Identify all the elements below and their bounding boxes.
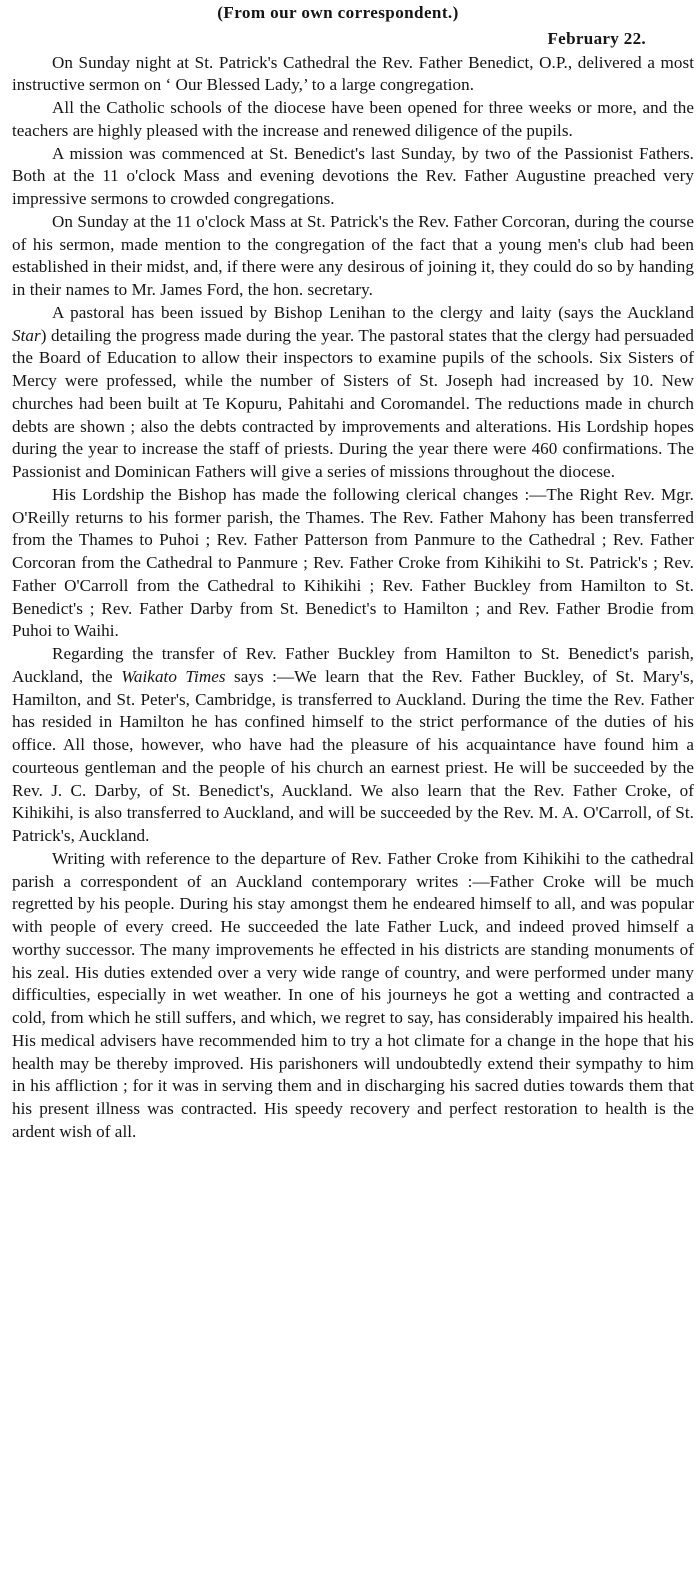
paragraph-mission: A mission was commenced at St. Benedict's last Sunday, by two of the Passionist Fathers. Both at the 11 o'clock Mass and evening devotions the Rev. Father Augustine preached very impressive sermons to crowded congregations. bbox=[12, 143, 694, 208]
paragraph-buckley-transfer bbox=[12, 643, 694, 848]
paragraph-buckley-text-after: says :—We learn that the Rev. Father Buckley, of St. Mary's, Hamilton, and St. Peter's, Cambridge, is transferred to Auckland. During the time the Rev. Father has resided in Hamilton he has confined himself to the strict performance of the duties of his office. All those, however, who have had the pleasure of his acquaintance have found him a courteous gentleman and the people of his church an earnest priest. He will be succeeded by the Rev. J. C. Darby, of St. Benedict's, Auckland. We also learn that the Rev. Father Croke, of Kihikihi, is also transferred to Auckland, and will be succeeded by the Rev. M. A. O'Carroll, of St. Patrick's, Auckland. bbox=[12, 666, 695, 845]
paragraph-pastoral-text-after: ) detailing the progress made during the year. The pastoral states that the clergy had persuaded the Board of Education to allow their inspectors to examine pupils of the schools. Six Sisters of Mercy were professed, while the number of Sisters of St. Joseph had increased by 10. New churches had been built at Te Kopuru, Pahitahi and Coromandel. The reductions made in church debts are shown ; also the debts contracted by improvements and alterations. His Lordship hopes during the year to increase the staff of priests. During the year there were 460 confirmations. The Passionist and Dominican Fathers will give a series of missions throughout the diocese. bbox=[12, 325, 694, 481]
paragraph-clerical-changes: His Lordship the Bishop has made the following clerical changes :—The Right Rev. Mgr. O'Reilly returns to his former parish, the Thames. The Rev. Father Mahony has been transferred from the Thames to Puhoi ; Rev. Father Patterson from Panmure to the Cathedral ; Rev. Father Corcoran from the Cathedral to Panmure ; Rev. Father Croke from Kihikihi to St. Patrick's ; Rev. Father O'Carroll from the Cathedral to Kihikihi ; Rev. Father Buckley from Hamilton to St. Benedict's ; Rev. Father Darby from St. Benedict's to Hamilton ; and Rev. Father Brodie from Puhoi to Waihi. bbox=[12, 484, 694, 641]
paragraph-pastoral bbox=[12, 302, 694, 484]
correspondent-header: (From our own correspondent.) bbox=[217, 3, 459, 22]
newspaper-name-star: Star bbox=[12, 325, 41, 345]
paragraph-buckley-text-before: Regarding the transfer of Rev. Father Buckley from Hamilton to St. Benedict's parish, Auckland, the bbox=[12, 644, 694, 686]
paragraph-sermon: On Sunday night at St. Patrick's Cathedral the Rev. Father Benedict, O.P., delivered a most instructive sermon on ‘ Our Blessed Lady,’ to a large congregation. bbox=[12, 52, 694, 95]
paragraph-young-mens-club: On Sunday at the 11 o'clock Mass at St. Patrick's the Rev. Father Corcoran, during the course of his sermon, made mention to the congregation of the fact that a young men's club had been established in their midst, and, if there were any desirous of joining it, they could do so by handing in their names to Mr. James Ford, the hon. secretary. bbox=[12, 211, 694, 299]
paragraph-schools: All the Catholic schools of the diocese have been opened for three weeks or more, and the teachers are highly pleased with the increase and renewed diligence of the pupils. bbox=[12, 98, 694, 140]
dateline: February 22. bbox=[547, 28, 646, 48]
newspaper-name-waikato-times: Waikato Times bbox=[121, 666, 226, 686]
paragraph-croke-departure: Writing with reference to the departure of Rev. Father Croke from Kihikihi to the cathedral parish a correspondent of an Auckland contemporary writes :—Father Croke will be much regretted by his people. During his stay amongst them he endeared himself to all, and was popular with people of every creed. He succeeded the late Father Luck, and indeed proved himself a worthy successor. The many improvements he effected in his districts are standing monuments of his zeal. His duties extended over a very wide range of country, and were performed under many difficulties, especially in wet weather. In one of his journeys he got a wetting and contracted a cold, from which he still suffers, and which, we regret to say, has considerably impaired his health. His medical advisers have recommended him to try a hot climate for a change in the hope that his health may be thereby improved. His parishoners will undoubtedly extend their sympathy to him in his affliction ; for it was in serving them and in discharging his sacred duties towards them that his present illness was contracted. His speedy recovery and perfect restoration to health is the ardent wish of all. bbox=[12, 848, 694, 1141]
paragraph-pastoral-text-before: A pastoral has been issued by Bishop Lenihan to the clergy and laity (says the Auckland bbox=[52, 302, 694, 322]
newspaper-column bbox=[12, 0, 694, 1572]
